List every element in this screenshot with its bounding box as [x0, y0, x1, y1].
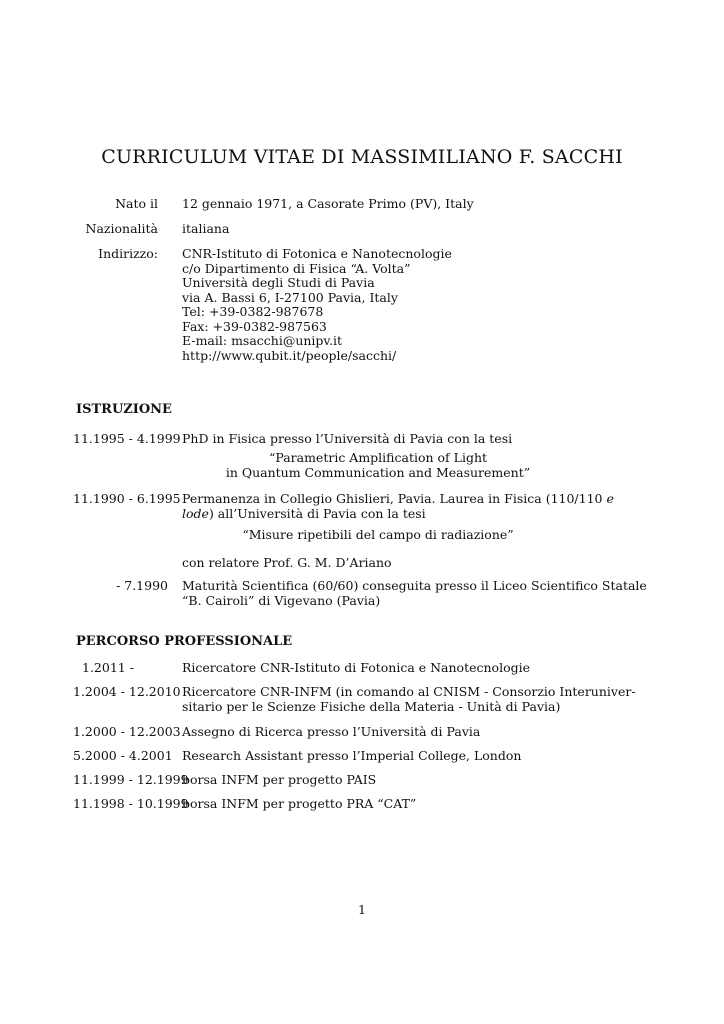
indirizzo-label: Indirizzo:	[98, 246, 158, 261]
address-line: CNR-Istituto di Fotonica e Nanotecnologie	[182, 246, 452, 261]
thesis-title: in Quantum Communication and Measurement”	[225, 464, 531, 480]
career-date: 5.2000 - 4.2001	[73, 748, 173, 763]
address-line: c/o Dipartimento di Fisica “A. Volta”	[182, 260, 411, 276]
career-date: 1.2011 -	[82, 660, 134, 675]
address-line: Università degli Studi di Pavia	[182, 275, 375, 290]
education-text: lode) all’Università di Pavia con la tesi	[182, 505, 426, 521]
phone-line: Tel: +39-0382-987678	[182, 304, 324, 319]
website-line: http://www.qubit.it/people/sacchi/	[182, 347, 397, 363]
section-heading-percorso: PERCORSO PROFESSIONALE	[76, 634, 293, 649]
nazionalita-value: italiana	[182, 221, 230, 236]
career-date: 11.1998 - 10.1999	[73, 796, 189, 811]
section-heading-istruzione: ISTRUZIONE	[76, 402, 172, 417]
career-date: 1.2004 - 12.2010	[73, 684, 181, 699]
education-text: Permanenza in Collegio Ghislieri, Pavia. Laurea in Fisica (110/110 e	[182, 491, 614, 506]
career-text: Assegno di Ricerca presso l’Università di Pavia	[182, 724, 481, 739]
fax-line: Fax: +39-0382-987563	[182, 318, 327, 334]
career-text: borsa INFM per progetto PRA “CAT”	[182, 796, 417, 811]
education-date: 11.1990 - 6.1995	[73, 491, 181, 506]
relatore-text: con relatore Prof. G. M. D’Ariano	[182, 555, 392, 570]
page-title: CURRICULUM VITAE DI MASSIMILIANO F. SACCHI	[101, 146, 623, 168]
career-text: sitario per le Scienze Fisiche della Materia - Unità di Pavia)	[182, 698, 561, 714]
thesis-title: “Parametric Amplification of Light	[268, 450, 488, 465]
education-text: Maturità Scientifica (60/60) conseguita presso il Liceo Scientifico Statale	[182, 578, 647, 593]
email-line: E-mail: msacchi@unipv.it	[182, 333, 343, 348]
career-text: Research Assistant presso l’Imperial College, London	[182, 748, 522, 763]
career-date: 1.2000 - 12.2003	[73, 724, 181, 739]
page-number: 1	[358, 902, 366, 917]
nato-value: 12 gennaio 1971, a Casorate Primo (PV), Italy	[182, 196, 474, 211]
address-line: via A. Bassi 6, I-27100 Pavia, Italy	[182, 289, 398, 305]
education-text: “B. Cairoli” di Vigevano (Pavia)	[182, 592, 381, 608]
thesis-title: “Misure ripetibili del campo di radiazione”	[242, 527, 514, 542]
education-date: 11.1995 - 4.1999	[73, 431, 181, 446]
career-text: Ricercatore CNR-Istituto di Fotonica e Nanotecnologie	[182, 660, 531, 675]
career-text: borsa INFM per progetto PAIS	[182, 772, 377, 787]
education-date: - 7.1990	[116, 578, 168, 593]
education-text: PhD in Fisica presso l’Università di Pavia con la tesi	[182, 431, 513, 446]
career-text: Ricercatore CNR-INFM (in comando al CNISM - Consorzio Interuniver-	[182, 684, 636, 699]
nazionalita-label: Nazionalità	[85, 221, 158, 236]
career-date: 11.1999 - 12.1999	[73, 772, 189, 787]
nato-label: Nato il	[115, 196, 158, 211]
